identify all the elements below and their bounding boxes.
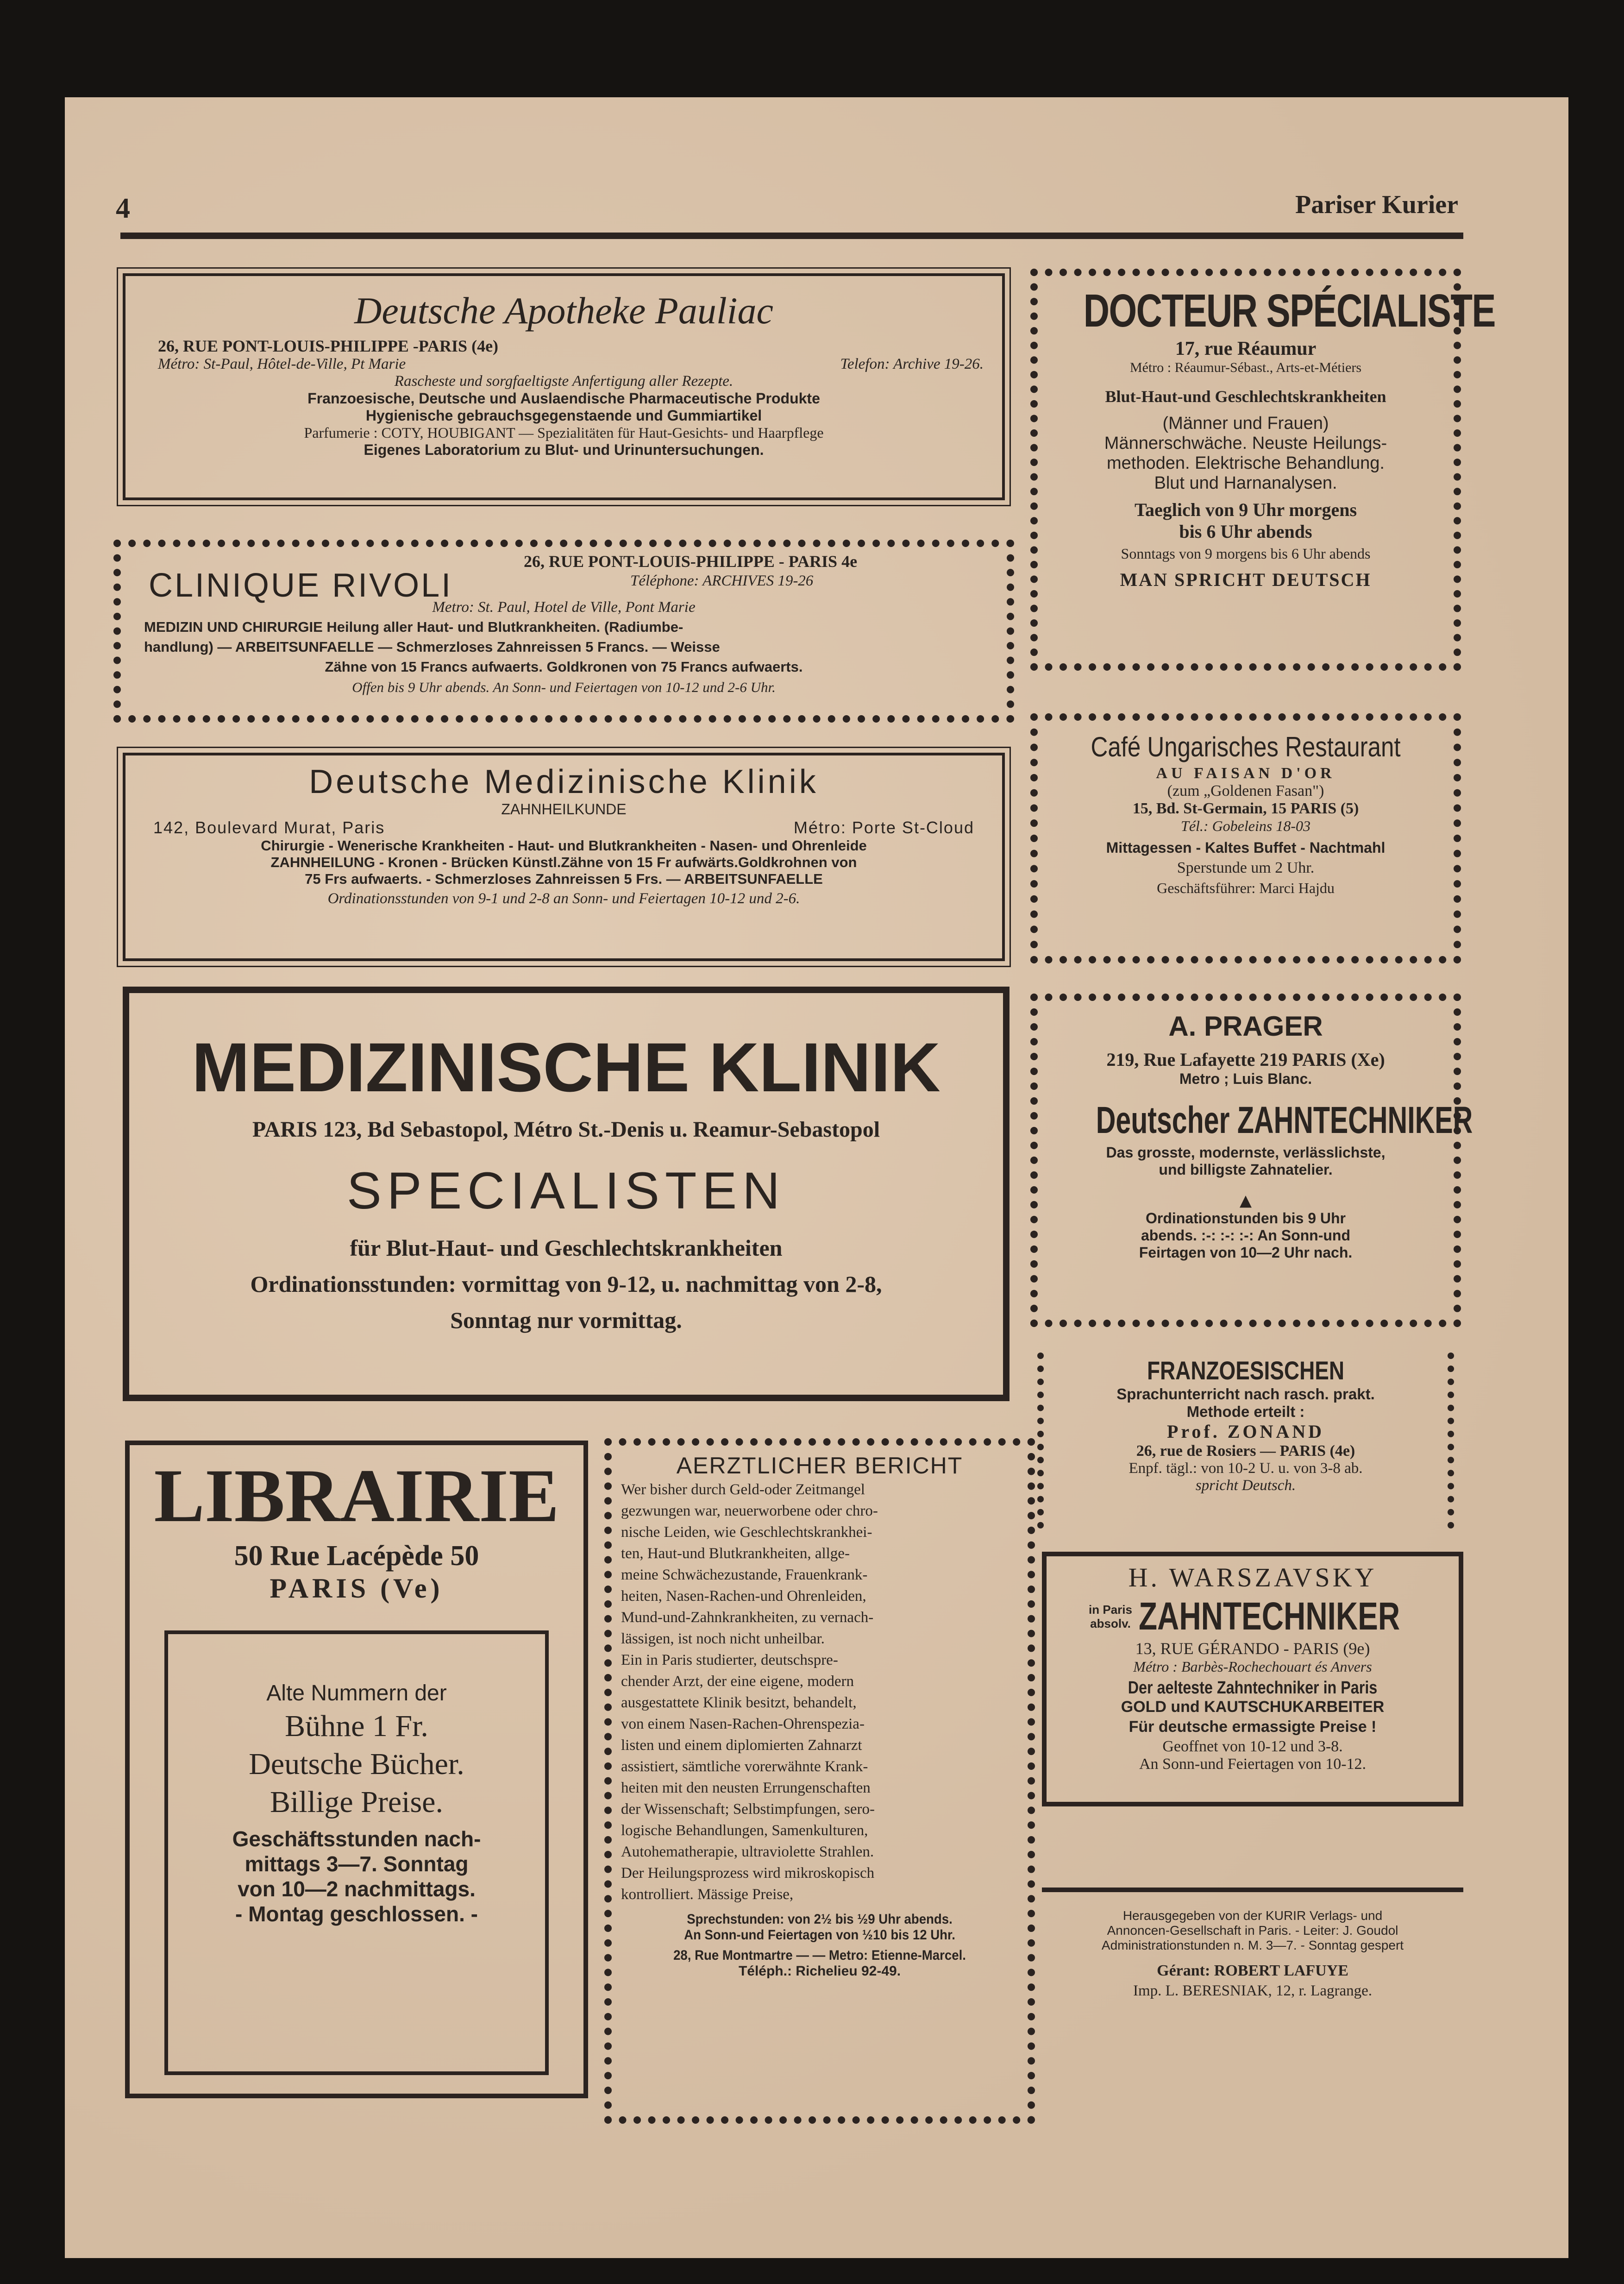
bericht-line: von einem Nasen-Rachen-Ohrenspezia-	[621, 1716, 865, 1732]
cafe-line3: 15, Bd. St-Germain, 15 PARIS (5)	[1132, 800, 1359, 817]
bericht-line: listen und einem diplomierten Zahnarzt	[621, 1737, 862, 1754]
mk-line3: Sonntag nur vormittag.	[450, 1307, 682, 1333]
apotheke-line5: Eigenes Laboratorium zu Blut- und Urinuntersuchungen.	[364, 441, 764, 458]
dmk-line2: ZAHNHEILUNG - Kronen - Brücken Künstl.Zähne von 15 Fr aufwärts.Goldkrohnen von	[270, 854, 857, 870]
prager-line1: Das grosste, modernste, verlässlichste,	[1106, 1144, 1386, 1161]
warszavsky-metro: Métro : Barbès-Rochechouart és Anvers	[1133, 1658, 1372, 1675]
ad-medizinische-klinik	[123, 987, 1010, 1401]
bericht-hours1: Sprechstunden: von 2½ bis ½9 Uhr abends.	[687, 1912, 953, 1927]
bericht-line: heiten mit den neusten Errungenschaften	[621, 1780, 871, 1796]
docteur-heading: Blut-Haut-und Geschlechtskrankheiten	[1105, 387, 1386, 406]
apotheke-line2: Franzoesische, Deutsche und Auslaendische Pharmaceutische Produkte	[307, 390, 820, 407]
prager-line2: und billigste Zahnatelier.	[1159, 1161, 1333, 1178]
mk-address: PARIS 123, Bd Sebastopol, Métro St.-Denis u. Reamur-Sebastopol	[252, 1117, 880, 1142]
docteur-line3: methoden. Elektrische Behandlung.	[1107, 453, 1385, 473]
dmk-subtitle: ZAHNHEILKUNDE	[501, 801, 627, 818]
dmk-title: Deutsche Medizinische Klinik	[309, 763, 819, 800]
triangle-ornament-icon: ▲	[1239, 1191, 1252, 1210]
cafe-line5: Mittagessen - Kaltes Buffet - Nachtmahl	[1106, 839, 1386, 856]
bericht-title: AERZTLICHER BERICHT	[676, 1453, 963, 1479]
bericht-line: lässigen, ist noch nicht unheilbar.	[621, 1630, 825, 1647]
bericht-line: gezwungen war, neuerworbene oder chro-	[621, 1503, 878, 1519]
dmk-metro: Métro: Porte St-Cloud	[793, 818, 974, 837]
bericht-line: der Wissenschaft; Selbstimpfungen, sero-	[621, 1801, 875, 1818]
apotheke-address: 26, RUE PONT-LOUIS-PHILIPPE -PARIS (4e)	[158, 337, 499, 355]
zonand-line3: Prof. ZONAND	[1166, 1421, 1325, 1442]
librairie-line8: - Montag geschlossen. -	[235, 1902, 478, 1926]
dmk-address-row	[153, 818, 974, 837]
prager-line4: abends. :-: :-: :-: An Sonn-und	[1141, 1227, 1351, 1244]
librairie-title: LIBRAIRIE	[154, 1454, 559, 1538]
prager-big: Deutscher ZAHNTECHNIKER	[1096, 1099, 1473, 1141]
rivoli-address: 26, RUE PONT-LOUIS-PHILIPPE - PARIS 4e	[524, 552, 858, 571]
cafe-title: Café Ungarisches Restaurant	[1091, 731, 1401, 762]
docteur-hours2: bis 6 Uhr abends	[1179, 521, 1312, 542]
docteur-speak: MAN SPRICHT DEUTSCH	[1120, 569, 1372, 590]
bericht-line: assistiert, sämtliche vorerwähnte Krank-	[621, 1758, 868, 1775]
apotheke-telefon: Telefon: Archive 19-26.	[840, 356, 984, 372]
imprint-line2: Annoncen-Gesellschaft in Paris. - Leiter: J. Goudol	[1107, 1923, 1398, 1938]
apotheke-line1: Rascheste und sorgfaeltigste Anfertigung aller Rezepte.	[394, 373, 734, 390]
librairie-line2: Bühne 1 Fr.	[285, 1709, 428, 1743]
ad-deutsche-medizinische-klinik	[123, 753, 1005, 961]
rivoli-line2: handlung) — ARBEITSUNFAELLE — Schmerzloses Zahnreissen 5 Francs. — Weisse	[144, 639, 720, 655]
warszavsky-small	[1089, 1603, 1132, 1630]
bericht-line: heiten, Nasen-Rachen-und Ohrenleiden,	[621, 1588, 866, 1604]
dmk-line4: Ordinationsstunden von 9-1 und 2-8 an Sonn- und Feiertagen 10-12 und 2-6.	[327, 890, 800, 907]
paper-title: Pariser Kurier	[1295, 190, 1458, 219]
librairie-line7: von 10—2 nachmittags.	[238, 1877, 476, 1901]
warszavsky-big-row	[1047, 1594, 1459, 1639]
warszavsky-line3: Für deutsche ermassigte Preise !	[1129, 1718, 1377, 1736]
bericht-line: Ein in Paris studierter, deutschspre-	[621, 1652, 838, 1668]
warszavsky-small2: absolv.	[1090, 1616, 1131, 1630]
librairie-city: PARIS (Ve)	[270, 1573, 444, 1604]
imprint-rule	[1042, 1888, 1463, 1892]
rivoli-line4: Offen bis 9 Uhr abends. An Sonn- und Feiertagen von 10-12 und 2-6 Uhr.	[352, 679, 776, 695]
rivoli-telephone: Téléphone: ARCHIVES 19-26	[630, 573, 814, 589]
zonand-line6: spricht Deutsch.	[1195, 1477, 1296, 1494]
imprint-line1: Herausgegeben von der KURIR Verlags- und	[1122, 1908, 1383, 1923]
ad-a-prager	[1030, 994, 1473, 1327]
ad-clinique-rivoli	[113, 540, 1014, 723]
ad-apotheke	[123, 273, 1005, 500]
prager-line3: Ordinationstunden bis 9 Uhr	[1145, 1210, 1346, 1227]
bericht-line: nische Leiden, wie Geschlechtskrankhei-	[621, 1524, 872, 1541]
bericht-phone: Téléph.: Richelieu 92-49.	[738, 1963, 901, 1979]
ad-zonand	[1037, 1353, 1454, 1529]
bericht-line: ausgestattete Klinik besitzt, behandelt,	[621, 1694, 857, 1711]
docteur-sunday: Sonntags von 9 morgens bis 6 Uhr abends	[1121, 545, 1371, 562]
docteur-hours1: Taeglich von 9 Uhr morgens	[1134, 499, 1357, 520]
imprint-gerant: Gérant: ROBERT LAFUYE	[1157, 1962, 1348, 1979]
zonand-line4: 26, rue de Rosiers — PARIS (4e)	[1136, 1442, 1355, 1460]
ad-librairie	[125, 1441, 588, 2098]
bericht-line: Der Heilungsprozess wird mikroskopisch	[621, 1865, 875, 1881]
bericht-line: ten, Haut-und Blutkrankheiten, allge-	[621, 1545, 850, 1562]
zonand-line1: Sprachunterricht nach rasch. prakt.	[1116, 1385, 1375, 1403]
bericht-line: chender Arzt, der eine eigene, modern	[621, 1673, 854, 1690]
warszavsky-line5: An Sonn-und Feiertagen von 10-12.	[1139, 1755, 1367, 1773]
docteur-line4: Blut und Harnanalysen.	[1154, 473, 1337, 493]
docteur-line2: Männerschwäche. Neuste Heilungs-	[1104, 434, 1387, 453]
bericht-hours2: An Sonn-und Feiertagen von ½10 bis 12 Uhr.	[684, 1927, 955, 1943]
ad-cafe-ungarisches-restaurant	[1030, 713, 1461, 963]
librairie-line6: mittags 3—7. Sonntag	[245, 1852, 469, 1876]
bericht-body	[621, 1479, 1018, 1905]
apotheke-title: Deutsche Apotheke Pauliac	[354, 289, 773, 332]
bericht-line: logische Behandlungen, Samenkulturen,	[621, 1822, 868, 1839]
imprint-line3: Administrationstunden n. M. 3—7. - Sonntag gespert	[1101, 1938, 1404, 1952]
rivoli-line1: MEDIZIN UND CHIRURGIE Heilung aller Haut- und Blutkrankheiten. (Radiumbe-	[144, 619, 683, 635]
rivoli-metro: Metro: St. Paul, Hotel de Ville, Pont Marie	[432, 599, 696, 616]
librairie-inner-box	[164, 1630, 549, 2075]
warszavsky-big: ZAHNTECHNIKER	[1138, 1594, 1400, 1638]
librairie-line5: Geschäftsstunden nach-	[232, 1827, 481, 1851]
ad-warszavsky	[1042, 1552, 1463, 1806]
zonand-line5: Enpf. tägl.: von 10-2 U. u. von 3-8 ab.	[1129, 1460, 1363, 1477]
warszavsky-small1: in Paris	[1089, 1602, 1132, 1617]
docteur-title: DOCTEUR SPÉCIALISTE	[1083, 285, 1495, 337]
cafe-line2: (zum „Goldenen Fasan")	[1167, 782, 1324, 799]
newspaper-page	[65, 97, 1568, 2258]
prager-line5: Feirtagen von 10—2 Uhr nach.	[1139, 1244, 1353, 1261]
imprint-printer: Imp. L. BERESNIAK, 12, r. Lagrange.	[1133, 1982, 1372, 1999]
warszavsky-address: 13, RUE GÉRANDO - PARIS (9e)	[1135, 1639, 1370, 1658]
prager-address: 219, Rue Lafayette 219 PARIS (Xe)	[1106, 1049, 1385, 1070]
dmk-line1: Chirurgie - Wenerische Krankheiten - Haut- und Blutkrankheiten - Nasen- und Ohrenleide	[261, 837, 867, 854]
page-number: 4	[116, 193, 130, 224]
librairie-line1: Alte Nummern der	[266, 1681, 447, 1705]
bericht-line: Autohematherapie, ultraviolette Strahlen.	[621, 1844, 874, 1860]
cafe-line4: Tél.: Gobeleins 18-03	[1181, 818, 1310, 834]
bericht-line: kontrolliert. Mässige Preise,	[621, 1886, 794, 1903]
warszavsky-line1: Der aelteste Zahntechniker in Paris	[1128, 1678, 1378, 1698]
mk-line1: für Blut-Haut- und Geschlechtskrankheiten	[350, 1235, 783, 1261]
rivoli-title: CLINIQUE RIVOLI	[149, 567, 453, 604]
ad-docteur-specialiste	[1030, 269, 1495, 671]
mk-title: MEDIZINISCHE KLINIK	[192, 1028, 941, 1106]
dmk-address: 142, Boulevard Murat, Paris	[153, 818, 385, 837]
apotheke-line4: Parfumerie : COTY, HOUBIGANT — Spezialitäten für Haut-Gesichts- und Haarpflege	[304, 424, 824, 441]
bericht-line: Mund-und-Zahnkrankheiten, zu vernach-	[621, 1609, 874, 1626]
mk-line2: Ordinationsstunden: vormittag von 9-12, u. nachmittag von 2-8,	[250, 1271, 882, 1297]
bericht-line: Wer bisher durch Geld-oder Zeitmangel	[621, 1481, 865, 1498]
librairie-address: 50 Rue Lacépède 50	[234, 1540, 479, 1572]
imprint	[1035, 1908, 1470, 2000]
ad-aerztlicher-bericht	[604, 1438, 1035, 2124]
librairie-line3: Deutsche Bücher.	[249, 1747, 464, 1781]
mk-specialisten: SPECIALISTEN	[347, 1162, 785, 1220]
warszavsky-line4: Geoffnet von 10-12 und 3-8.	[1162, 1738, 1343, 1755]
header-rule	[120, 233, 1463, 239]
apotheke-metro: Métro: St-Paul, Hôtel-de-Ville, Pt Marie	[158, 356, 406, 372]
rivoli-line3: Zähne von 15 Francs aufwaerts. Goldkronen von 75 Francs aufwaerts.	[325, 659, 803, 675]
bericht-address: 28, Rue Montmartre — — Metro: Etienne-Marcel.	[673, 1948, 966, 1963]
zonand-line2: Methode erteilt :	[1186, 1403, 1305, 1420]
prager-metro: Metro ; Luis Blanc.	[1179, 1070, 1312, 1087]
librairie-line4: Billige Preise.	[270, 1785, 443, 1819]
docteur-metro: Métro : Réaumur-Sébast., Arts-et-Métiers	[1129, 360, 1362, 375]
cafe-line7: Geschäftsführer: Marci Hajdu	[1157, 880, 1335, 896]
zonand-title: FRANZOESISCHEN	[1147, 1356, 1345, 1385]
docteur-line1: (Männer und Frauen)	[1162, 414, 1329, 433]
dmk-line3: 75 Frs aufwaerts. - Schmerzloses Zahnreissen 5 Frs. — ARBEITSUNFAELLE	[305, 871, 823, 887]
cafe-line1: AU FAISAN D'OR	[1156, 765, 1336, 782]
prager-title: A. PRAGER	[1168, 1011, 1323, 1042]
apotheke-metro-row	[158, 356, 984, 373]
bericht-line: meine Schwächezustande, Frauenkrank-	[621, 1567, 868, 1583]
apotheke-line3: Hygienische gebrauchsgegenstaende und Gummiartikel	[365, 407, 762, 424]
warszavsky-title: H. WARSZAVSKY	[1128, 1562, 1377, 1592]
docteur-address: 17, rue Réaumur	[1175, 338, 1317, 359]
cafe-line6: Sperstunde um 2 Uhr.	[1177, 859, 1315, 876]
warszavsky-line2: GOLD und KAUTSCHUKARBEITER	[1121, 1698, 1385, 1716]
